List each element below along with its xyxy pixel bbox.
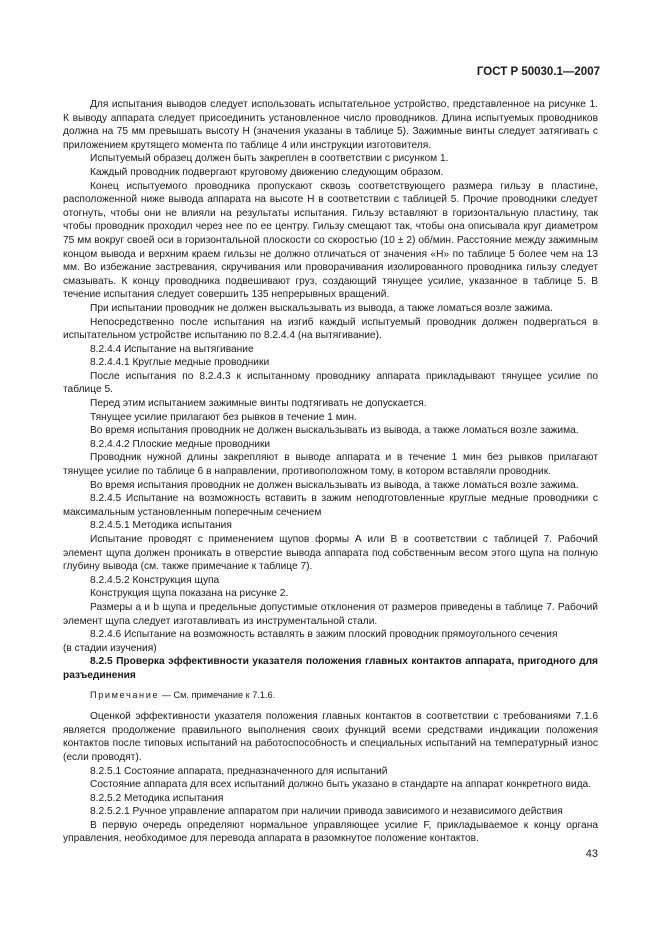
paragraph: Состояние аппарата для всех испытаний должно быть указано в стандарте на аппарат конкретного вида. xyxy=(90,779,592,791)
paragraph: Каждый проводник подвергают круговому движению следующим образом. xyxy=(90,166,444,178)
page-number: 43 xyxy=(585,848,598,860)
paragraph: Перед этим испытанием зажимные винты подтягивать не допускается. xyxy=(90,398,427,410)
paragraph: После испытания по 8.2.4.3 к испытанному проводнику аппарата прикладывают тянущее усилие по таблице 5. xyxy=(63,370,598,396)
section-heading: 8.2.4.4.1 Круглые медные проводники xyxy=(90,357,270,369)
note xyxy=(63,689,598,703)
section-heading: 8.2.4.5.1 Методика испытания xyxy=(90,520,232,532)
document-code: ГОСТ Р 50030.1—2007 xyxy=(476,66,600,78)
section-heading: 8.2.5.2.1 Ручное управление аппаратом при наличии привода зависимого и независимого действия xyxy=(90,806,563,818)
section-heading: 8.2.4.4.2 Плоские медные проводники xyxy=(90,438,271,450)
paragraph: При испытании проводник не должен выскальзывать из вывода, а также ломаться возле зажима. xyxy=(90,302,553,314)
paragraph: Конец испытуемого проводника пропускают сквозь соответствующего размера гильзу в пластине, расположенной ниже вывода аппарата на высоте Н в соответствии с таблицей 5. Прочие проводники следует отогнуть, чтобы они не влияли на результаты испытания. Гильзу вставляют в горизонтальную пластину, так чтобы проводник проходил через нее по ее центру. Гильзу смещают так, чтобы она описывала круг диаметром 75 мм вокруг своей оси в горизонтальной плоскости со скоростью (10 ± 2) об/мин. Расстояние между зажимным концом вывода и верхним краем гильзы не должно отличаться от значения «Н» по таблице 5 более чем на 13 мм. Во избежание застревания, скручивания или проворачивания изолированного проводника гильзу следует смазывать. К концу проводника подвешивают груз, создающий тянущее усилие, указанное в таблице 5. В течение испытания следует совершить 135 непрерывных вращений. xyxy=(63,180,598,301)
paragraph: Во время испытания проводник не должен выскальзывать из вывода, а также ломаться возле зажима. xyxy=(90,425,579,437)
paragraph: Конструкция щупа показана на рисунке 2. xyxy=(90,588,289,600)
section-heading: 8.2.4.6 Испытание на возможность вставлять в зажим плоский проводник прямоугольного сечения xyxy=(90,629,558,641)
paragraph: Оценкой эффективности указателя положения главных контактов в соответствии с требованиями 7.1.6 является продолжение правильного выполнения своих функций всеми средствами индикации положения контактов после типовых испытаний на работоспособность и специальных испытаний на температурный износ (если проводят). xyxy=(63,711,598,763)
paragraph: (в стадии изучения) xyxy=(63,642,157,654)
clause-title: Проверка эффективности указателя положения главных контактов аппарата, пригодного для разъединения xyxy=(63,656,598,681)
paragraph: Для испытания выводов следует использовать испытательное устройство, представленное на рисунке 1. К выводу аппарата следует присоединить установленное число проводников. Длина испытуемых проводников должна на 75 мм превышать высоту Н (значения указаны в таблице 5). Зажимные винты следует затягивать с приложением крутящего момента по таблице 4 или инструкции изготовителя. xyxy=(63,99,598,151)
note-label: Примечание xyxy=(90,689,160,700)
paragraph: Испытание проводят с применением щупов формы А или В в соответствии с таблицей 7. Рабочий элемент щупа должен проникать в отверстие вывода аппарата под собственным весом этого щупа на полную глубину вывода (см. также примечание к таблице 7). xyxy=(63,534,598,573)
clause-number: 8.2.5 xyxy=(90,656,113,668)
section-heading: 8.2.4.5.2 Конструкция щупа xyxy=(90,574,220,586)
document-body xyxy=(63,98,598,846)
clause-heading xyxy=(63,655,598,682)
paragraph: Размеры а и b щупа и предельные допустимые отклонения от размеров приведены в таблице 7. Рабочий элемент щупа следует изготавливать из инструментальной стали. xyxy=(63,601,598,627)
note-text: — См. примечание к 7.1.6. xyxy=(159,689,276,700)
paragraph: Проводник нужной длины закрепляют в выводе аппарата и в течение 1 мин без рывков прилагают тянущее усилие по таблице 6 в направлении, противоположном тому, в котором вставляли проводник. xyxy=(63,452,598,478)
paragraph: Непосредственно после испытания на изгиб каждый испытуемый проводник должен подвергаться в испытательном устройстве испытанию по 8.2.4.4 (на вытягивание). xyxy=(63,316,598,342)
paragraph: Испытуемый образец должен быть закреплен в соответствии с рисунком 1. xyxy=(90,153,449,165)
paragraph: В первую очередь определяют нормальное управляющее усилие F, прикладываемое к концу органа управления, необходимое для перевода аппарата в разомкнутое положение контактов. xyxy=(63,819,598,845)
section-heading: 8.2.5.1 Состояние аппарата, предназначенного для испытаний xyxy=(90,765,388,777)
section-heading: 8.2.4.5 Испытание на возможность вставить в зажим неподготовленные круглые медные проводники с максимальным установленным поперечным сечением xyxy=(63,493,598,518)
section-heading: 8.2.4.4 Испытание на вытягивание xyxy=(90,343,254,355)
section-heading: 8.2.5.2 Методика испытания xyxy=(90,792,224,804)
paragraph: Во время испытания проводник не должен выскальзывать из вывода, а также ломаться возле зажима. xyxy=(90,479,579,491)
paragraph: Тянущее усилие прилагают без рывков в течение 1 мин. xyxy=(90,411,357,423)
